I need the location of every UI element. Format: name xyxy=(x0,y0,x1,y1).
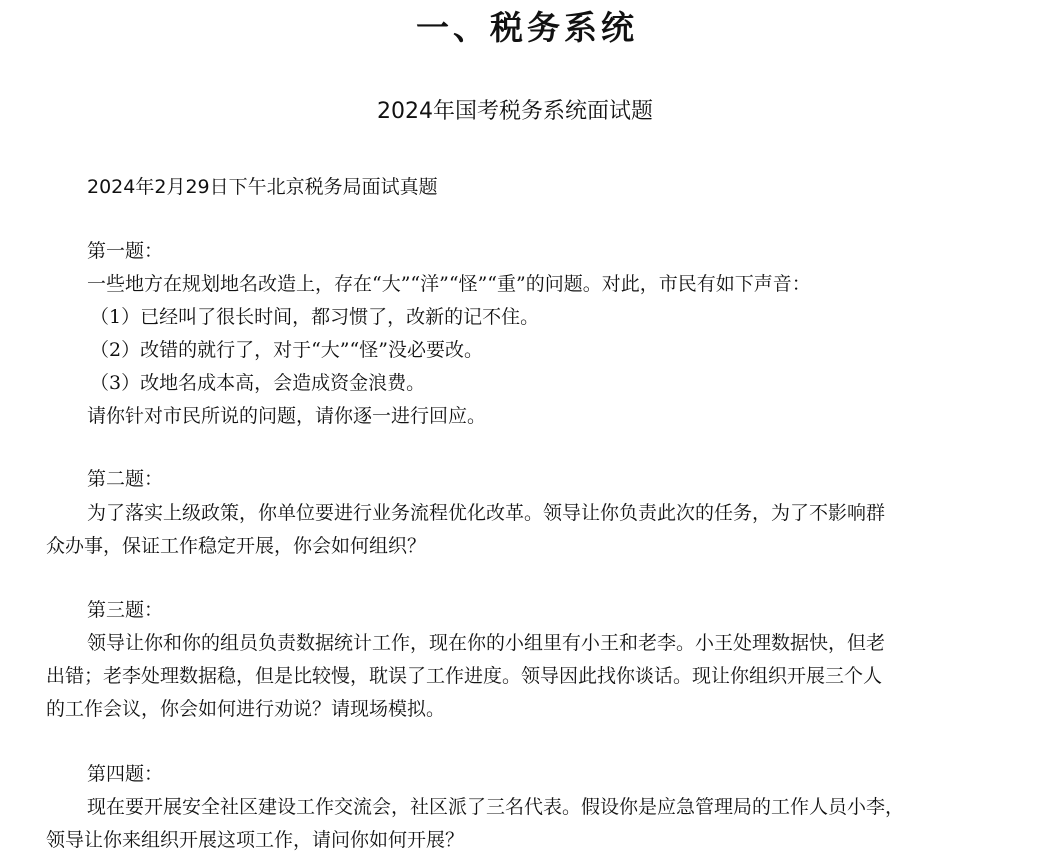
document-title: 2024年国考税务系统面试题 xyxy=(377,99,653,124)
question-1-line: 一些地方在规划地名改造上，存在“大”“洋”“怪”“重”的问题。对此，市民有如下声音： xyxy=(87,273,811,295)
question-2-line: 众办事，保证工作稳定开展，你会如何组织？ xyxy=(46,535,427,557)
question-1-line: （2）改错的就行了，对于“大”“怪”没必要改。 xyxy=(90,339,483,361)
question-3-line: 领导让你和你的组员负责数据统计工作，现在你的小组里有小王和老李。小王处理数据快，但老 xyxy=(87,632,886,654)
question-2-label: 第二题： xyxy=(87,468,164,490)
question-1-line: 请你针对市民所说的问题，请你逐一进行回应。 xyxy=(87,405,487,427)
question-1-line: （3）改地名成本高，会造成资金浪费。 xyxy=(90,372,426,394)
question-4-line: 领导让你来组织开展这项工作，请问你如何开展？ xyxy=(46,829,465,851)
chapter-title: 一、税务系统 xyxy=(416,8,638,47)
question-3-line: 出错；老李处理数据稳，但是比较慢，耽误了工作进度。领导因此找你谈话。现让你组织开展三个人 xyxy=(46,665,883,687)
question-4-line: 现在要开展安全社区建设工作交流会，社区派了三名代表。假设你是应急管理局的工作人员小李， xyxy=(87,796,905,818)
session-heading: 2024年2月29日下午北京税务局面试真题 xyxy=(87,176,438,198)
question-3-line: 的工作会议，你会如何进行劝说？请现场模拟。 xyxy=(46,698,446,720)
question-1-line: （1）已经叫了很长时间，都习惯了，改新的记不住。 xyxy=(90,306,540,328)
question-2-line: 为了落实上级政策，你单位要进行业务流程优化改革。领导让你负责此次的任务，为了不影响群 xyxy=(87,502,886,524)
question-4-label: 第四题： xyxy=(87,763,164,785)
question-3-label: 第三题： xyxy=(87,599,164,621)
question-1-label: 第一题： xyxy=(87,240,164,262)
